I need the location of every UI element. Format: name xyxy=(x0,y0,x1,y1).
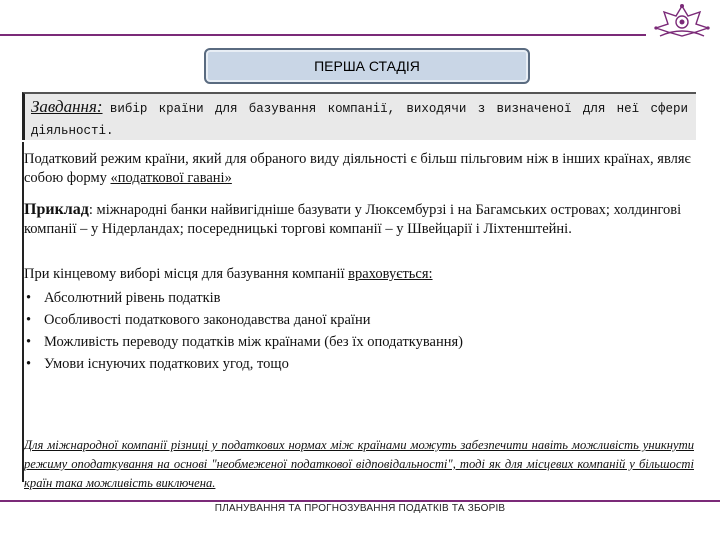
task-body: вибір країни для базування компанії, виходячи з визначеної для неї сфери діяльності. xyxy=(31,102,688,138)
ornament-logo-icon xyxy=(650,2,714,40)
tax-haven-paragraph xyxy=(24,150,700,188)
tax-haven-link: «податкової гавані» xyxy=(110,170,232,186)
considerations-list xyxy=(24,287,700,375)
header-divider xyxy=(0,34,646,36)
footer-text: ПЛАНУВАННЯ ТА ПРОГНОЗУВАННЯ ПОДАТКІВ ТА ЗБОРІВ xyxy=(214,503,506,514)
considerations-paragraph xyxy=(24,265,700,284)
example-lead: Приклад xyxy=(24,201,89,218)
example-paragraph xyxy=(24,200,700,239)
bullet-icon: • xyxy=(26,356,32,372)
bullet-icon: • xyxy=(26,312,32,328)
considerations-link: враховується: xyxy=(348,266,433,282)
note-paragraph: Для міжнародної компанії різниці у податкових нормах між країнами можуть забезпечити навіть можливість уникнути режиму оподаткування на основі "необмеженої податкової відповідальності", тоді як для місцевих компаній у більшості країн така можливість виключена. xyxy=(24,438,694,490)
list-item xyxy=(24,287,700,309)
bullet-icon: • xyxy=(26,290,32,306)
list-item-text: Можливість переводу податків між країнами (без їх оподаткування) xyxy=(44,334,464,350)
tax-haven-text: Податковий режим країни, який для обраного виду діяльності є більш пільговим ніж в інших країнах, являє собою форму xyxy=(24,151,691,186)
footer-divider xyxy=(0,500,720,502)
bullet-icon: • xyxy=(26,334,32,350)
list-item xyxy=(24,331,700,353)
considerations-text: При кінцевому виборі місця для базування компанії xyxy=(24,266,349,282)
example-text: : міжнародні банки найвигідніше базувати у Люксембурзі і на Багамських островах; холдингові компанії – у Нідерландах; посередницькі торгові компанії – у Швейцарії і Ліхтенштейні. xyxy=(24,202,682,237)
list-item-text: Абсолютний рівень податків xyxy=(44,290,221,306)
stage-title-box xyxy=(204,48,530,84)
content-area xyxy=(24,150,700,375)
task-box xyxy=(22,92,696,140)
task-title: Завдання: xyxy=(31,97,103,116)
list-item-text: Особливості податкового законодавства даної країни xyxy=(44,312,371,328)
list-item-text: Умови існуючих податкових угод, тощо xyxy=(44,356,289,372)
list-item xyxy=(24,353,700,375)
stage-title: ПЕРША СТАДІЯ xyxy=(314,58,420,74)
list-item xyxy=(24,309,700,331)
